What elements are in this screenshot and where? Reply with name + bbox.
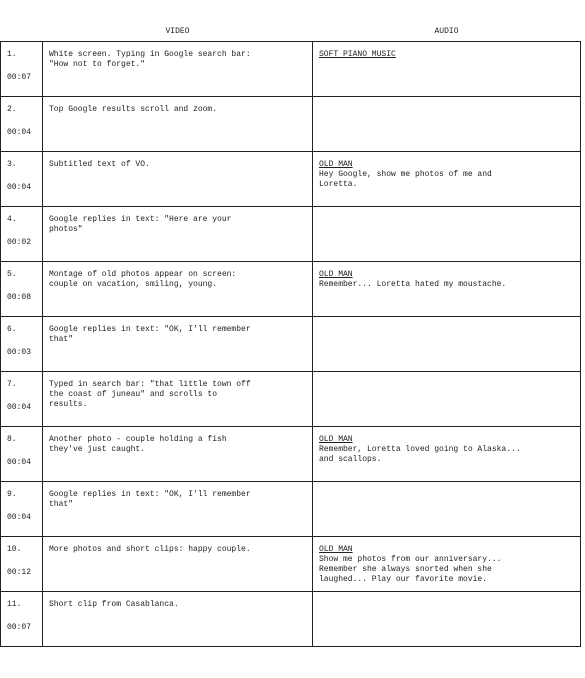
video-description: Google replies in text: "OK, I'll remember that": [49, 325, 251, 344]
shot-cell: [1, 592, 43, 647]
audio-content: [313, 152, 580, 190]
audio-cell: [313, 427, 581, 482]
shot-number: 10.: [7, 545, 22, 554]
audio-content: [313, 372, 580, 380]
audio-content: [313, 592, 580, 600]
shot-number: 5.: [7, 270, 17, 279]
shot-duration: 00:12: [7, 568, 32, 577]
table-row: [1, 262, 581, 317]
dialogue-text: Remember, Loretta loved going to Alaska... and scallops.: [319, 445, 521, 464]
shot-duration: 00:07: [7, 623, 32, 632]
audio-cell: [313, 372, 581, 427]
video-description: Montage of old photos appear on screen: couple on vacation, smiling, young.: [49, 270, 237, 289]
video-cell: [43, 97, 313, 152]
header-number: [1, 23, 43, 42]
shot-number: 7.: [7, 380, 17, 389]
audio-cell: [313, 152, 581, 207]
audio-cell: [313, 482, 581, 537]
video-cell: [43, 427, 313, 482]
shot-duration: 00:02: [7, 238, 32, 247]
shot-duration: 00:07: [7, 73, 32, 82]
video-cell: [43, 537, 313, 592]
table-row: [1, 207, 581, 262]
shot-cell: [1, 207, 43, 262]
shot-number: 6.: [7, 325, 17, 334]
audio-cell: [313, 537, 581, 592]
speaker-name: OLD MAN: [319, 545, 353, 554]
video-cell: [43, 262, 313, 317]
video-cell: [43, 482, 313, 537]
table-row: [1, 372, 581, 427]
dialogue-text: Hey Google, show me photos of me and Loretta.: [319, 170, 492, 189]
shot-duration: 00:04: [7, 128, 32, 137]
table-row: [1, 482, 581, 537]
audio-content: [313, 42, 580, 60]
video-description: Subtitled text of VO.: [49, 160, 150, 169]
shot-number: 8.: [7, 435, 17, 444]
audio-cell: [313, 262, 581, 317]
shot-duration: 00:03: [7, 348, 32, 357]
shot-duration: 00:08: [7, 293, 32, 302]
audio-content: [313, 482, 580, 490]
video-cell: [43, 317, 313, 372]
table-row: [1, 427, 581, 482]
video-cell: [43, 152, 313, 207]
audio-content: [313, 537, 580, 585]
audio-content: [313, 317, 580, 325]
audio-content: [313, 207, 580, 215]
audio-cell: [313, 317, 581, 372]
audio-cell: [313, 97, 581, 152]
shot-number: 1.: [7, 50, 17, 59]
audio-content: [313, 427, 580, 465]
audio-cell: [313, 592, 581, 647]
table-row: [1, 317, 581, 372]
shot-number: 4.: [7, 215, 17, 224]
audio-cell: [313, 207, 581, 262]
video-description: Top Google results scroll and zoom.: [49, 105, 218, 114]
audio-cue: SOFT PIANO MUSIC: [319, 50, 396, 59]
shot-number: 9.: [7, 490, 17, 499]
shot-cell: [1, 152, 43, 207]
audio-content: [313, 97, 580, 105]
shot-cell: [1, 97, 43, 152]
speaker-name: OLD MAN: [319, 435, 353, 444]
shot-duration: 00:04: [7, 183, 32, 192]
shot-cell: [1, 537, 43, 592]
shot-duration: 00:04: [7, 513, 32, 522]
video-description: Another photo - couple holding a fish they've just caught.: [49, 435, 227, 454]
video-cell: [43, 372, 313, 427]
table-row: [1, 537, 581, 592]
table-row: [1, 592, 581, 647]
dialogue-text: Show me photos from our anniversary... Remember she always snorted when she laughed... Play our favorite movie.: [319, 555, 502, 584]
video-description: Typed in search bar: "that little town off the coast of juneau" and scrolls to results.: [49, 380, 251, 409]
video-description: White screen. Typing in Google search bar: "How not to forget.": [49, 50, 251, 69]
shot-number: 2.: [7, 105, 17, 114]
video-description: Short clip from Casablanca.: [49, 600, 179, 609]
header-audio: AUDIO: [434, 27, 459, 36]
shot-cell: [1, 372, 43, 427]
shot-cell: [1, 262, 43, 317]
audio-cell: [313, 42, 581, 97]
table-row: [1, 152, 581, 207]
speaker-name: OLD MAN: [319, 160, 353, 169]
script-rows: [1, 42, 581, 647]
table-row: [1, 97, 581, 152]
video-description: More photos and short clips: happy couple.: [49, 545, 251, 554]
shot-cell: [1, 42, 43, 97]
audio-content: [313, 262, 580, 290]
header-video: VIDEO: [165, 27, 190, 36]
shot-duration: 00:04: [7, 403, 32, 412]
video-description: Google replies in text: "OK, I'll remember that": [49, 490, 251, 509]
video-cell: [43, 207, 313, 262]
shot-number: 11.: [7, 600, 22, 609]
shot-number: 3.: [7, 160, 17, 169]
shot-cell: [1, 427, 43, 482]
speaker-name: OLD MAN: [319, 270, 353, 279]
dialogue-text: Remember... Loretta hated my moustache.: [319, 280, 507, 289]
header-row: [1, 23, 581, 42]
table-row: [1, 42, 581, 97]
video-description: Google replies in text: "Here are your photos": [49, 215, 232, 234]
video-cell: [43, 42, 313, 97]
shot-cell: [1, 317, 43, 372]
shot-cell: [1, 482, 43, 537]
shot-duration: 00:04: [7, 458, 32, 467]
av-script-table: [0, 23, 581, 647]
video-cell: [43, 592, 313, 647]
